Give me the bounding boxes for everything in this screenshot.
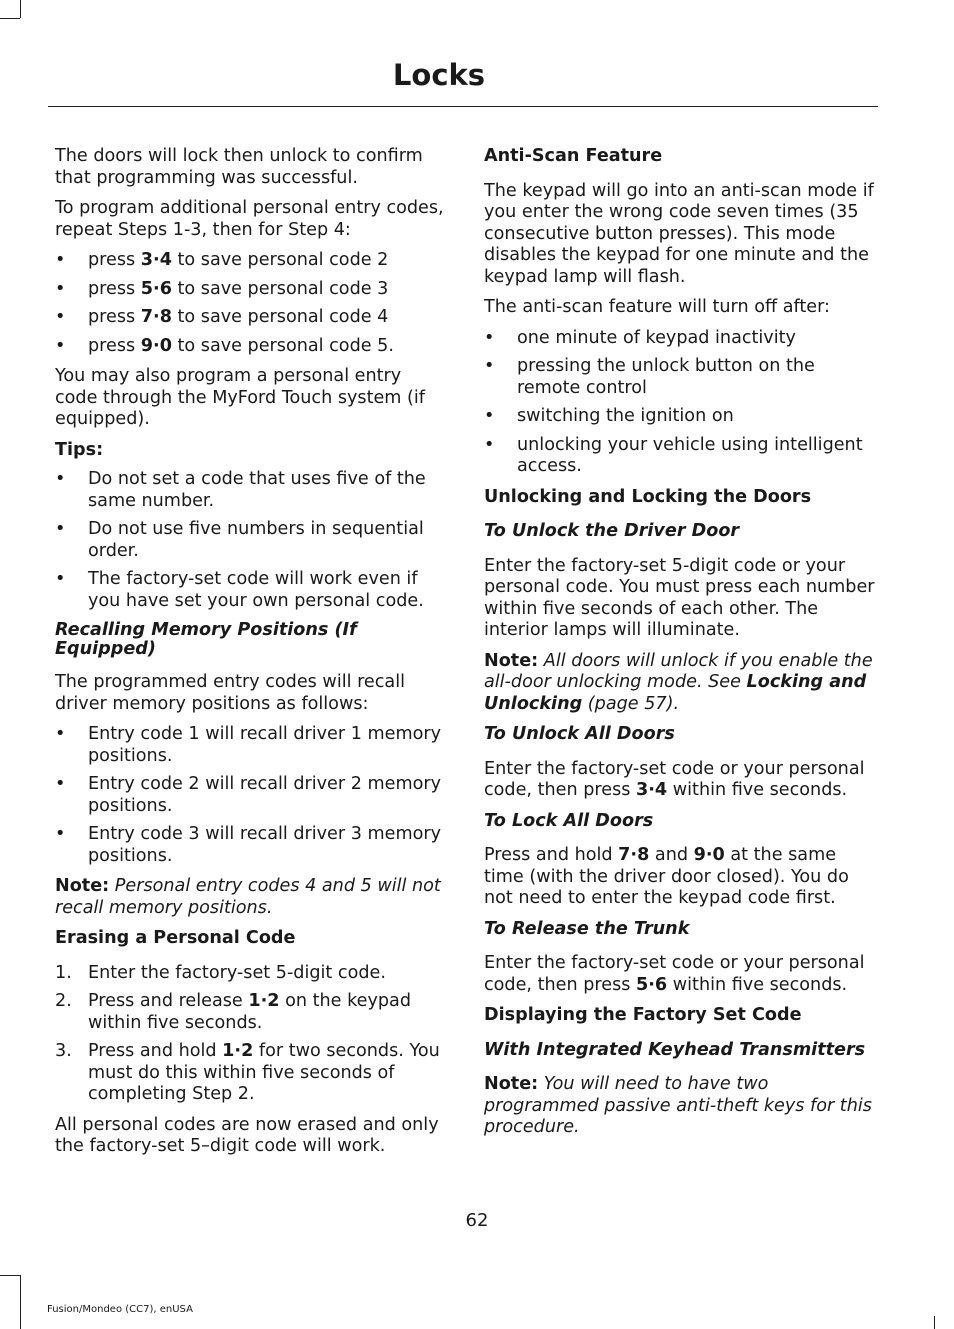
- crop-mark: [0, 1275, 20, 1276]
- crop-mark: [20, 1275, 21, 1329]
- bullet-icon: •: [55, 307, 66, 327]
- note: Note: All doors will unlock if you enable the all-door unlocking mode. See Locking and Unlocking (page 57).: [484, 650, 873, 714]
- list-item: • Entry code 2 will recall driver 2 memory positions.: [55, 774, 442, 816]
- paragraph: The programmed entry codes will recall driver memory positions as follows:: [55, 672, 405, 714]
- key-label: 3·4: [636, 780, 668, 800]
- list-item: • press 7·8 to save personal code 4: [55, 307, 389, 327]
- crop-mark: [934, 1316, 935, 1329]
- bullet-icon: •: [55, 774, 66, 794]
- key-label: 5·6: [636, 974, 668, 995]
- cross-reference: Locking and Unlocking: [484, 672, 867, 714]
- bullet-icon: •: [55, 335, 66, 356]
- recall-list: [55, 724, 447, 867]
- tips-heading: Tips:: [55, 439, 104, 460]
- key-label: 9·0: [693, 845, 725, 865]
- note-label: Note:: [484, 1074, 539, 1094]
- paragraph: The keypad will go into an anti-scan mode if you enter the wrong code seven times (35 consecutive button presses). This mode disables the keypad for one minute and the keypad lamp will flash.: [484, 180, 874, 287]
- key-label: 7·8: [618, 845, 650, 865]
- left-column: [55, 146, 447, 1167]
- section-subheading: To Release the Trunk: [484, 918, 690, 939]
- list-item: • The factory-set code will work even if you have set your own personal code.: [55, 569, 424, 611]
- key-label: 5·6: [140, 278, 172, 299]
- list-item: • one minute of keypad inactivity: [484, 327, 796, 348]
- key-label: 1·2: [222, 1041, 254, 1061]
- bullet-icon: •: [484, 356, 495, 376]
- list-item: 2. Press and release 1·2 on the keypad within five seconds.: [55, 991, 411, 1033]
- crop-mark: [20, 0, 21, 18]
- paragraph: To program additional personal entry codes, repeat Steps 1-3, then for Step 4:: [55, 198, 444, 240]
- section-subheading: To Lock All Doors: [484, 810, 654, 831]
- paragraph: Press and hold 7·8 and 9·0 at the same time (with the driver door closed). You do not need to enter the keypad code first.: [484, 845, 849, 908]
- paragraph: You may also program a personal entry code through the MyFord Touch system (if equipped).: [55, 366, 425, 429]
- section-subheading: To Unlock All Doors: [484, 724, 675, 744]
- bullet-icon: •: [484, 434, 495, 455]
- paragraph: All personal codes are now erased and only the factory-set 5–digit code will work.: [55, 1114, 439, 1156]
- bullet-icon: •: [55, 250, 66, 270]
- paragraph: The anti-scan feature will turn off after:: [484, 297, 830, 317]
- bullet-icon: •: [55, 824, 66, 844]
- note: Note: Personal entry codes 4 and 5 will not recall memory positions.: [55, 876, 441, 918]
- footer-text: Fusion/Mondeo (CC7), enUSA: [47, 1304, 193, 1315]
- list-item: • Do not use five numbers in sequential order.: [55, 519, 424, 561]
- header-rule: [48, 106, 878, 107]
- section-subheading: With Integrated Keyhead Transmitters: [484, 1039, 866, 1060]
- bullet-icon: •: [484, 406, 495, 426]
- list-item: 3. Press and hold 1·2 for two seconds. You must do this within five seconds of completing Step 2.: [55, 1041, 440, 1104]
- list-item: • unlocking your vehicle using intelligent access.: [484, 434, 863, 476]
- list-item: • Entry code 3 will recall driver 3 memory positions.: [55, 824, 442, 866]
- bullet-icon: •: [55, 278, 66, 299]
- list-item: • press 3·4 to save personal code 2: [55, 250, 389, 270]
- section-heading: Erasing a Personal Code: [55, 928, 296, 948]
- paragraph: Enter the factory-set 5-digit code or your personal code. You must press each number within five seconds of each other. The interior lamps will illuminate.: [484, 555, 875, 640]
- key-label: 1·2: [248, 991, 280, 1011]
- antiscan-list: [484, 328, 876, 478]
- section-heading: Anti-Scan Feature: [484, 146, 663, 166]
- list-item: • switching the ignition on: [484, 406, 734, 426]
- note-label: Note:: [55, 876, 110, 896]
- erase-steps: [55, 963, 447, 1106]
- bullet-icon: •: [484, 327, 495, 348]
- bullet-icon: •: [55, 469, 66, 489]
- note-label: Note:: [484, 650, 539, 671]
- paragraph: The doors will lock then unlock to confirm that programming was successful.: [55, 146, 423, 188]
- list-item: • Entry code 1 will recall driver 1 memory positions.: [55, 724, 442, 766]
- page-title: Locks: [392, 58, 486, 92]
- crop-mark: [0, 18, 20, 19]
- list-item: • Do not set a code that uses five of the same number.: [55, 469, 426, 511]
- bullet-icon: •: [55, 724, 66, 744]
- bullet-icon: •: [55, 569, 66, 589]
- list-item: • pressing the unlock button on the remote control: [484, 356, 815, 398]
- key-label: 3·4: [140, 250, 172, 270]
- list-item: 1. Enter the factory-set 5-digit code.: [55, 962, 386, 983]
- step-number: 3.: [55, 1041, 72, 1061]
- list-item: • press 9·0 to save personal code 5.: [55, 335, 394, 356]
- step-number: 1.: [55, 962, 72, 983]
- key-label: 7·8: [140, 307, 172, 327]
- key-label: 9·0: [140, 335, 172, 356]
- step-number: 2.: [55, 991, 72, 1011]
- paragraph: Enter the factory-set code or your personal code, then press 5·6 within five seconds.: [484, 953, 865, 995]
- page-number: 62: [465, 1210, 489, 1231]
- section-heading: Unlocking and Locking the Doors: [484, 486, 812, 507]
- section-subheading: Recalling Memory Positions (If Equipped): [55, 620, 357, 659]
- list-item: • press 5·6 to save personal code 3: [55, 278, 389, 299]
- tips-list: [55, 469, 447, 612]
- bullet-icon: •: [55, 519, 66, 539]
- paragraph: Enter the factory-set code or your personal code, then press 3·4 within five seconds.: [484, 758, 865, 800]
- section-heading: Displaying the Factory Set Code: [484, 1005, 802, 1025]
- code-list: [55, 250, 447, 357]
- right-column: [484, 146, 876, 1148]
- section-subheading: To Unlock the Driver Door: [484, 521, 740, 541]
- note: Note: You will need to have two programmed passive anti-theft keys for this procedure.: [484, 1074, 872, 1137]
